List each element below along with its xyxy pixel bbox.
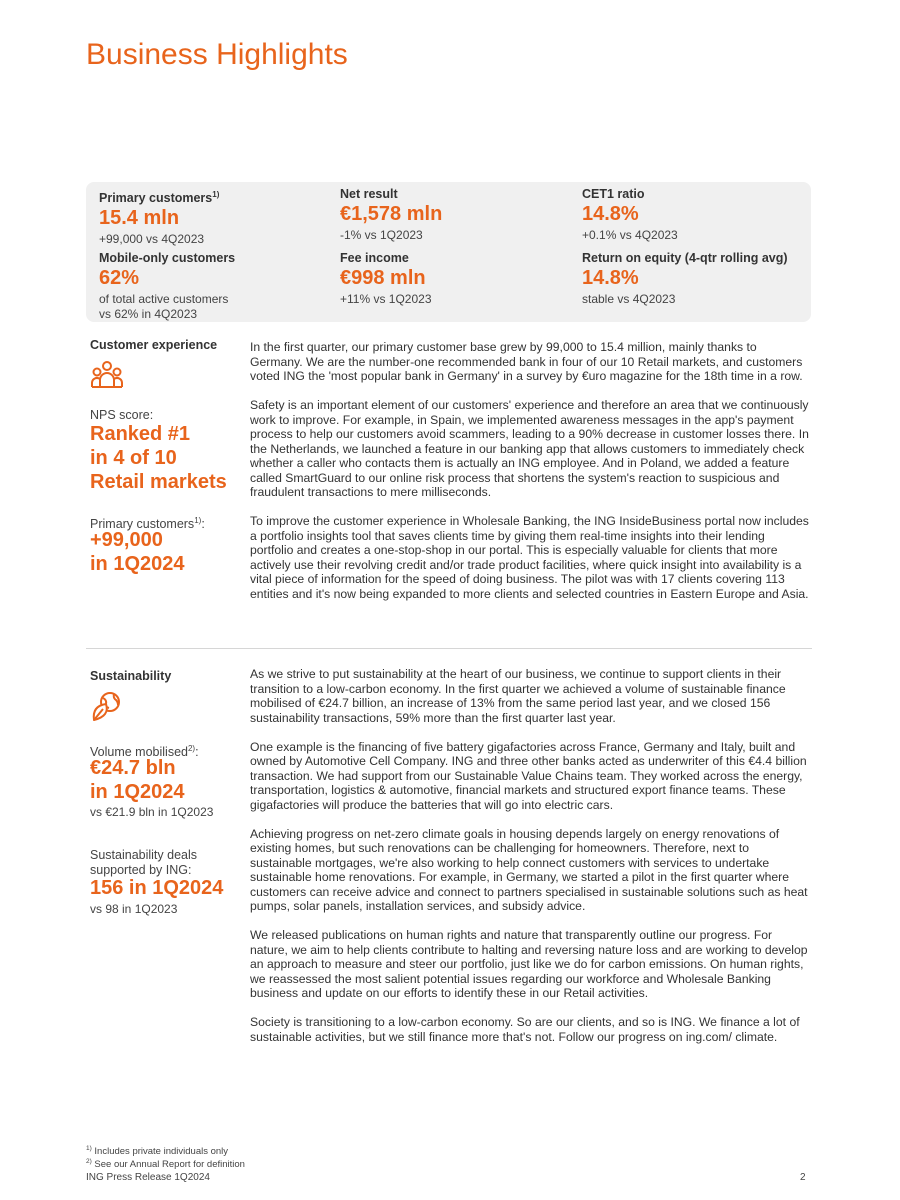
kpi-return-on-equity — [582, 251, 807, 307]
sustainability-body — [250, 667, 810, 1059]
kpi-value: 14.8% — [582, 267, 639, 289]
footnote — [86, 1157, 245, 1170]
nps-value-line: Ranked #1 — [90, 423, 191, 445]
nps-score-label: NPS score: — [90, 408, 154, 422]
footnote-mark: 1) — [212, 190, 220, 199]
footnote-mark: 1) — [194, 516, 202, 525]
leaf-globe-icon — [90, 690, 124, 722]
primary-customers-value — [90, 528, 250, 576]
kpi-label: Fee income — [340, 251, 409, 265]
kpi-primary-customers — [99, 187, 319, 247]
customer-experience-body — [250, 340, 810, 616]
stat-value-line: in 1Q2024 — [90, 553, 185, 575]
footnote-mark: 1) — [86, 1145, 92, 1152]
footnote-text: See our Annual Report for definition — [94, 1159, 245, 1171]
nps-score-value — [90, 422, 250, 494]
kpi-label: Net result — [340, 187, 398, 201]
paragraph: In the first quarter, our primary customer base grew by 99,000 to 15.4 million, mainly thanks to Germany. We are the number-one recommended bank in four of our 10 Retail markets, and customers voted ING the 'most popular bank in Germany' in a survey by €uro magazine for the 18th time in a row. — [250, 340, 803, 383]
kpi-cet1-ratio — [582, 187, 802, 243]
sustainability-deals-label: Sustainability deals supported by ING: — [90, 848, 198, 877]
kpi-mobile-only-customers — [99, 251, 319, 322]
sustainability-deals-value: 156 in 1Q2024 — [90, 877, 224, 899]
kpi-value: 62% — [99, 267, 140, 289]
section-title-sustainability: Sustainability — [90, 669, 172, 683]
stat-value-line: +99,000 — [90, 529, 163, 551]
kpi-change: +99,000 vs 4Q2023 — [99, 232, 205, 247]
stat-value-line: €24.7 bln — [90, 757, 176, 779]
volume-mobilised-comparison: vs €21.9 bln in 1Q2023 — [90, 805, 214, 819]
kpi-change: of total active customers — [99, 292, 229, 306]
kpi-label: Primary customers — [99, 191, 213, 206]
section-title-customer-experience: Customer experience — [90, 338, 218, 352]
kpi-value: €998 mln — [340, 267, 426, 289]
kpi-change: +0.1% vs 4Q2023 — [582, 228, 678, 242]
stat-label-text: Volume mobilised — [90, 745, 188, 760]
kpi-value: 15.4 mln — [99, 207, 180, 230]
kpi-value: 14.8% — [582, 203, 639, 225]
page-title: Business Highlights — [86, 38, 348, 71]
paragraph: Safety is an important element of our customers' experience and therefore an area that we continuously work to improve. For example, in Spain, we implemented awareness messages in the app's payment process to help our customers avoid scammers, leading to a 90% decrease in customer losses there. In the Netherlands, we launched a feature in our banking app that allows customers to immediately check whether a caller who contacts them is actually an ING employee. And in Poland, we added a feature called SmartGuard to our online risk process that shortens the system's reaction to suspicious and fraudulent transactions to mere milliseconds. — [250, 398, 809, 499]
kpi-change: +11% vs 1Q2023 — [340, 292, 432, 306]
kpi-fee-income — [340, 251, 560, 307]
section-divider — [86, 648, 812, 649]
kpi-change: -1% vs 1Q2023 — [340, 228, 423, 242]
footnote-text: Includes private individuals only — [94, 1146, 229, 1158]
kpi-change: stable vs 4Q2023 — [582, 292, 676, 306]
nps-value-line: in 4 of 10 — [90, 447, 177, 469]
footer-document-title: ING Press Release 1Q2024 — [86, 1172, 210, 1183]
kpi-label: Mobile-only customers — [99, 251, 236, 265]
kpi-value: €1,578 mln — [340, 203, 443, 225]
paragraph: Achieving progress on net-zero climate goals in housing depends largely on energy renovations of existing homes, but such renovations can be challenging for homeowners. Therefore, next to sustainable mortgages, we're also working to help connect customers with services to undertake sustainable home renovations. For example, in Germany, we started a pilot in the first quarter where customers can receive advice and connect to partners specialised in sustainable solutions such as heat pumps, solar panels, installation services, and subsidy advice. — [250, 826, 808, 913]
paragraph: As we strive to put sustainability at the heart of our business, we continue to support clients in their transition to a low-carbon economy. In the first quarter we achieved a volume of sustainable finance mobilised of €24.7 billion, an increase of 13% from the same period last year, and we closed 156 sustainability transactions, 59% more than the first quarter last year. — [250, 667, 786, 725]
footnotes — [86, 1144, 245, 1170]
footnote-mark: 2) — [86, 1158, 92, 1166]
nps-value-line: Retail markets — [90, 471, 227, 493]
kpi-label: CET1 ratio — [582, 187, 645, 201]
volume-mobilised-value — [90, 756, 250, 804]
sustainability-deals-comparison: vs 98 in 1Q2023 — [90, 902, 178, 916]
paragraph: To improve the customer experience in Wholesale Banking, the ING InsideBusiness portal now includes a portfolio insights tool that saves clients time by giving them real-time insights into their lending portfolio and creates a one-stop-shop in our portal. This is especially valuable for clients that more actively use their revolving credit and/or trade product facilities, where quick insight into availability is a vital piece of information for the speed of doing business. The pilot was with 17 clients covering 113 entities and it's now being expanded to more clients and selected countries in Eastern Europe and Asia. — [250, 514, 809, 601]
people-group-icon — [90, 360, 124, 392]
kpi-net-result — [340, 187, 560, 243]
kpi-change-secondary: vs 62% in 4Q2023 — [99, 307, 198, 321]
label-colon: : — [201, 517, 205, 532]
footnote — [86, 1144, 245, 1157]
paragraph: Society is transitioning to a low-carbon economy. So are our clients, and so is ING. We finance a lot of sustainable activities, but we still finance more that's not. Follow our progress on ing.com/ climate. — [250, 1015, 800, 1044]
footnote-mark: 2) — [187, 744, 196, 753]
paragraph: We released publications on human rights and nature that transparently outline our progress. For nature, we aim to help clients contribute to halting and reversing nature loss and are working to develop an approach to measure and steer our portfolio, just like we do for carbon emissions. On human rights, we reassessed the most salient potential issues regarding our workforce and Wholesale Banking business and update on our efforts to identify these in our Retail activities. — [250, 928, 808, 1000]
paragraph: One example is the financing of five battery gigafactories across France, Germany and Italy, built and owned by Automotive Cell Company. ING and three other banks acted as underwriter of this €4.4 billion transaction. We had support from our Sustainable Value Chains team. They worked across the energy, transportation, logistics & automotive, financial markets and structured export finance teams. These gigafactories will produce the batteries that will go into electric cars. — [250, 739, 807, 812]
stat-value-line: in 1Q2024 — [90, 781, 185, 803]
kpi-summary-box — [86, 182, 811, 322]
stat-label-text: Primary customers — [90, 517, 195, 532]
footer-page-number: 2 — [800, 1172, 806, 1183]
label-colon: : — [195, 745, 199, 760]
kpi-label: Return on equity (4-qtr rolling avg) — [582, 251, 788, 265]
